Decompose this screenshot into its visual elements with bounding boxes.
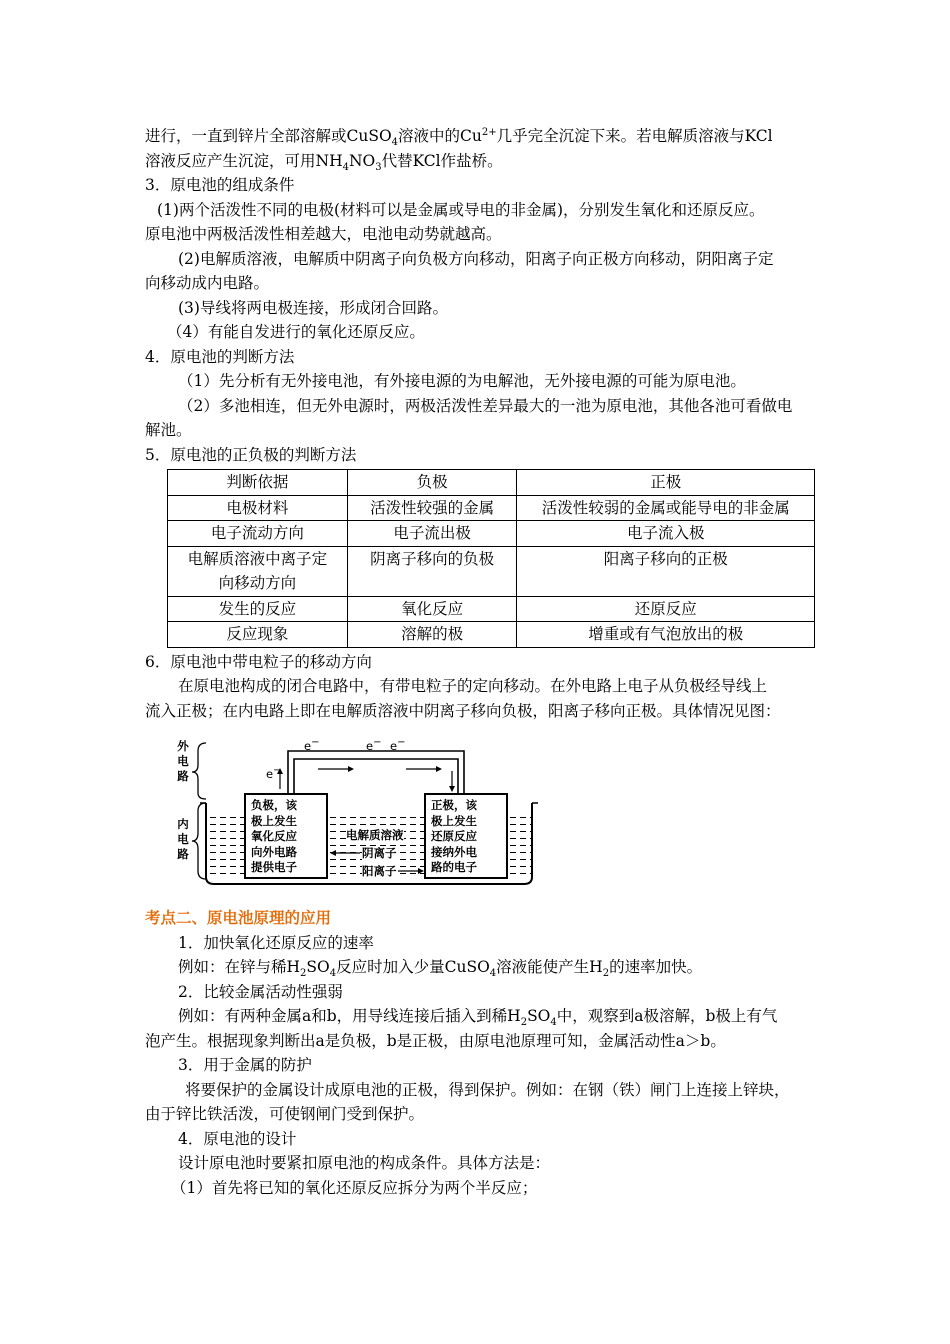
application-2-example-1: 例如：有两种金属a和b，用导线连接后插入到稀$H_2SO_4$中，观察到a极溶解，b极上有气 <box>178 1007 778 1029</box>
document-content <box>145 124 815 1200</box>
application-4-step-1: （1）首先将已知的氧化还原反应拆分为两个半反应； <box>171 1178 538 1197</box>
anion-label: 阴离子 <box>362 846 397 860</box>
application-2-example-2: 泡产生。根据现象判断出a是负极，b是正极，由原电池原理可知，金属活动性a＞b。 <box>145 1031 726 1050</box>
condition-1-line-1: (1)两个活泼性不同的电极(材料可以是金属或导电的非金属)，分别发生氧化和还原反应。 <box>157 200 765 219</box>
method-2-line-2: 解池。 <box>145 421 192 439</box>
table-cell: 电子流动方向 <box>168 521 348 547</box>
table-cell: 活泼性较弱的金属或能导电的非金属 <box>517 495 815 521</box>
method-2-line-1: （2）多池相连，但无外电源时，两极活泼性差异最大的一池为原电池，其他各池可看做电 <box>178 396 793 415</box>
inner-circuit-brace <box>192 803 206 879</box>
application-3-text-2: 由于锌比铁活泼，可使钢闸门受到保护。 <box>145 1105 425 1123</box>
electron-label: e− <box>266 765 282 781</box>
outer-wire <box>288 751 464 794</box>
paragraph-salt-bridge-1: 进行，一直到锌片全部溶解或CuSO$_4$溶液中的$Cu^{2+}$几乎完全沉淀下来。若电解质溶液与KCl <box>145 126 773 149</box>
table-cell: 电子流入极 <box>517 521 815 547</box>
cation-label: 阳离子 <box>362 864 397 878</box>
application-3-heading: 3．用于金属的防护 <box>178 1056 312 1074</box>
condition-2-line-1: (2)电解质溶液，电解质中阴离子向负极方向移动，阳离子向正极方向移动，阴阳离子定 <box>178 249 774 268</box>
section-3-heading: 3．原电池的组成条件 <box>145 176 295 194</box>
negative-electrode-text: 负极，该 极上发生 氧化反应 向外电路 提供电子 <box>251 798 297 874</box>
application-3-text-1: 将要保护的金属设计成原电池的正极，得到保护。例如：在钢（铁）闸门上连接上锌块， <box>185 1080 790 1099</box>
table-header-cell: 正极 <box>517 470 815 496</box>
table-cell: 电极材料 <box>168 495 348 521</box>
table-cell: 阳离子移向的正极 <box>517 546 815 596</box>
method-1: （1）先分析有无外接电池，有外接电源的为电解池，无外接电源的可能为原电池。 <box>178 372 746 390</box>
table-row <box>168 622 815 648</box>
table-row <box>168 596 815 622</box>
section-6-text-2: 流入正极；在内电路上即在电解质溶液中阴离子移向负极，阳离子移向正极。具体情况见图： <box>145 701 781 720</box>
application-1-heading: 1．加快氧化还原反应的速率 <box>178 933 374 952</box>
electrode-judgement-table <box>167 469 815 648</box>
table-cell: 电解质溶液中离子定向移动方向 <box>168 546 348 596</box>
electron-label: e− <box>304 737 320 753</box>
application-2-heading: 2．比较金属活动性强弱 <box>178 982 343 1001</box>
section-6-heading: 6．原电池中带电粒子的移动方向 <box>145 652 372 671</box>
table-cell: 氧化反应 <box>347 596 517 622</box>
condition-1-line-2: 原电池中两极活泼性相差越大，电池电动势就越高。 <box>145 225 502 243</box>
table-cell: 电子流出极 <box>347 521 517 547</box>
application-4-text: 设计原电池时要紧扣原电池的构成条件。具体方法是： <box>178 1154 551 1172</box>
kaodian-2-heading: 考点二、原电池原理的应用 <box>145 908 332 927</box>
inner-circuit-label: 内电路 <box>177 817 189 861</box>
section-5-heading: 5．原电池的正负极的判断方法 <box>145 445 357 464</box>
application-1-example: 例如：在锌与稀$H_2SO_4$反应时加入少量CuSO$_4$溶液能使产生$H_2$的速率加快。 <box>178 958 703 980</box>
condition-4: （4）有能自发进行的氧化还原反应。 <box>167 323 425 341</box>
galvanic-cell-drawing <box>170 737 550 892</box>
section-4-heading: 4．原电池的判断方法 <box>145 347 295 366</box>
table-cell: 发生的反应 <box>168 596 348 622</box>
section-6-text-1: 在原电池构成的闭合电路中，有带电粒子的定向移动。在外电路上电子从负极经导线上 <box>178 677 768 695</box>
table-cell: 活泼性较强的金属 <box>347 495 517 521</box>
paragraph-salt-bridge-2: 溶液反应产生沉淀，可用$NH_4NO_3$代替KCl作盐桥。 <box>145 151 503 173</box>
condition-2-line-2: 向移动成内电路。 <box>145 274 270 292</box>
outer-circuit-label: 外电路 <box>177 739 189 783</box>
table-row <box>168 521 815 547</box>
table-cell: 溶解的极 <box>347 622 517 648</box>
table-cell: 阴离子移向的负极 <box>347 546 517 596</box>
electron-label: e− <box>390 737 406 753</box>
condition-3: (3)导线将两电极连接，形成闭合回路。 <box>178 298 448 317</box>
table-row <box>168 495 815 521</box>
positive-electrode-text: 正极，该 极上发生 还原反应 接纳外电 路的电子 <box>431 798 477 874</box>
table-cell: 反应现象 <box>168 622 348 648</box>
table-row <box>168 546 815 596</box>
table-header-row <box>168 470 815 496</box>
table-cell: 增重或有气泡放出的极 <box>517 622 815 648</box>
electron-label: e− <box>366 737 382 753</box>
table-header-cell: 负极 <box>347 470 517 496</box>
galvanic-cell-diagram <box>170 737 550 892</box>
table-cell: 还原反应 <box>517 596 815 622</box>
electrolyte-label: 电解质溶液 <box>346 828 404 842</box>
table-header-cell: 判断依据 <box>168 470 348 496</box>
outer-circuit-brace <box>192 743 206 799</box>
application-4-heading: 4．原电池的设计 <box>178 1129 297 1148</box>
